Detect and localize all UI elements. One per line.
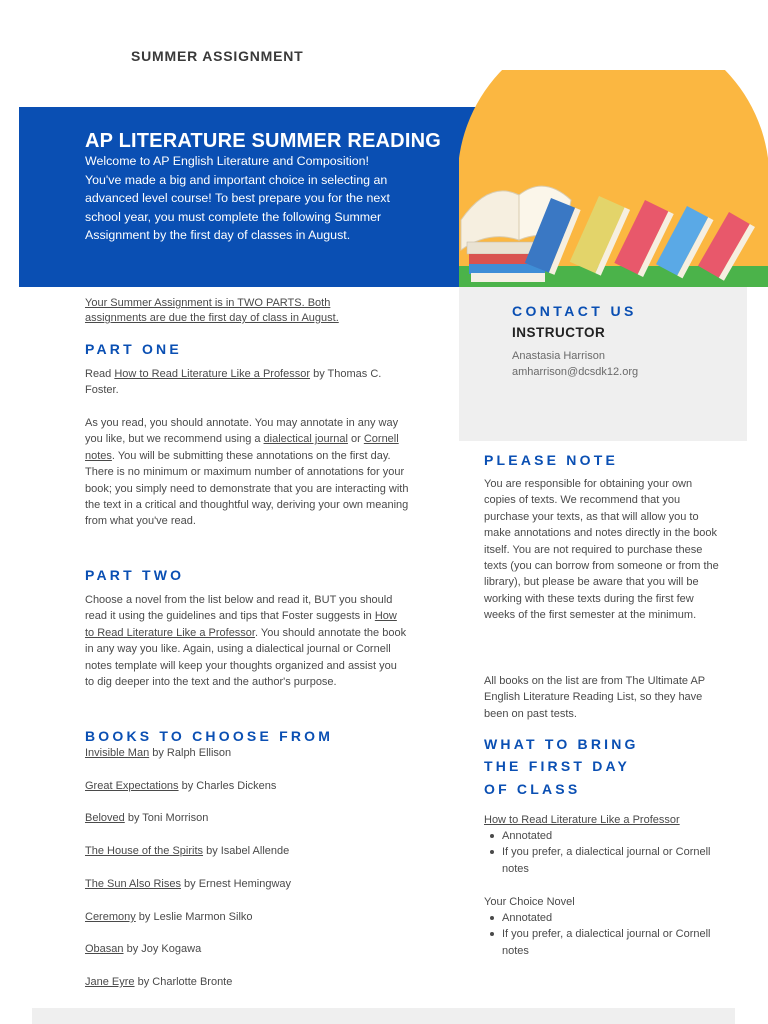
- book-title[interactable]: Jane Eyre: [85, 976, 135, 988]
- bring-heading-line-1: WHAT TO BRING: [484, 736, 639, 752]
- cornell-notes-link[interactable]: Cornell notes: [85, 433, 399, 462]
- read-suffix: by Thomas C. Foster.: [85, 368, 382, 397]
- part-one-read-text: [85, 366, 411, 399]
- page-title: AP LITERATURE SUMMER READING: [85, 130, 441, 152]
- list-item: Annotated: [484, 828, 724, 844]
- bring-heading-line-3: OF CLASS: [484, 781, 581, 797]
- book-author: by Joy Kogawa: [123, 943, 202, 955]
- book-author: by Charlotte Bronte: [134, 976, 233, 988]
- bring-group-2-list: [484, 910, 724, 959]
- bring-group-2-title: Your Choice Novel: [484, 896, 575, 908]
- book-author: by Isabel Allende: [203, 845, 290, 857]
- list-item: [85, 943, 201, 955]
- footer-bar: [32, 1008, 735, 1024]
- please-note-heading: PLEASE NOTE: [484, 452, 618, 468]
- book-author: by Toni Morrison: [124, 812, 209, 824]
- list-item: [85, 976, 232, 988]
- list-item: [85, 812, 208, 824]
- overview-line-2: assignments are due the first day of class in August.: [85, 312, 339, 324]
- part-two-heading: PART TWO: [85, 567, 185, 583]
- part-two-professor-link[interactable]: How to Read Literature Like a Professor: [85, 610, 397, 639]
- annotate-or: or: [347, 433, 364, 446]
- books-stack-image: [459, 70, 768, 287]
- list-item: Annotated: [484, 910, 724, 926]
- part-two-text-b: . You should annotate the book in any way you like. Again, using a dialectical journal or Cornell notes template will keep your thoughts organized and assist you to dig deeper into the text and the author's purpose.: [85, 626, 407, 689]
- annotate-text-b: . You will be submitting these annotations on the first day. There is no minimum or maximum number of annotations for your book; you simply need to demonstrate that you are interacting with the text in a critical and thoughtful way, deriving your own meaning from what you've read.: [85, 449, 409, 528]
- book-author: by Leslie Marmon Silko: [135, 911, 253, 923]
- book-author: by Ernest Hemingway: [181, 878, 292, 890]
- document-label: SUMMER ASSIGNMENT: [131, 48, 304, 64]
- list-item: [85, 911, 253, 923]
- bring-heading-line-2: THE FIRST DAY: [484, 758, 631, 774]
- contact-email[interactable]: amharrison@dcsdk12.org: [512, 366, 639, 378]
- part-two-text-a: Choose a novel from the list below and read it, BUT you should read it using the guidelines and tips that Foster suggests in: [85, 594, 393, 623]
- please-note-para-2: All books on the list are from The Ultimate AP English Literature Reading List, so they have been on past tests.: [484, 675, 705, 720]
- list-item: [85, 878, 291, 890]
- professor-book-link[interactable]: How to Read Literature Like a Professor: [114, 368, 311, 380]
- book-title[interactable]: Ceremony: [85, 911, 136, 923]
- list-item: [85, 747, 231, 759]
- overview-line-1: Your Summer Assignment is in TWO PARTS. Both: [85, 297, 331, 309]
- book-title[interactable]: The House of the Spirits: [85, 845, 204, 857]
- list-item: [85, 780, 276, 792]
- dialectical-journal-link[interactable]: dialectical journal: [263, 433, 348, 446]
- book-title[interactable]: The Sun Also Rises: [85, 878, 181, 890]
- book-author: by Charles Dickens: [178, 780, 277, 792]
- contact-heading: CONTACT US: [512, 303, 637, 319]
- list-item: If you prefer, a dialectical journal or Cornell notes: [484, 926, 724, 959]
- bring-group-1-title[interactable]: How to Read Literature Like a Professor: [484, 814, 680, 826]
- hero-intro-text: Welcome to AP English Literature and Composition! You've made a big and important choice in selecting an advanced level course! To best prepare you for the next school year, you must complete the following Summer Assignment by the first day of classes in August.: [85, 154, 390, 243]
- read-prefix: Read: [85, 368, 115, 380]
- part-one-heading: PART ONE: [85, 341, 182, 357]
- please-note-para-1: You are responsible for obtaining your own copies of texts. We recommend that you purchase your texts, as that will allow you to make annotations and notes directly in the book itself. You are not required to purchase these texts (you can borrow from someone or from the library), but please be aware that you will be working with these texts during the first few weeks of the first semester at the minimum.: [484, 478, 719, 622]
- bring-group-1-list: [484, 828, 724, 877]
- part-two-text: [85, 592, 407, 690]
- list-item: If you prefer, a dialectical journal or Cornell notes: [484, 844, 724, 877]
- book-author: by Ralph Ellison: [149, 747, 232, 759]
- book-title[interactable]: Invisible Man: [85, 747, 150, 759]
- contact-role: INSTRUCTOR: [512, 325, 606, 340]
- list-item: [85, 845, 289, 857]
- book-title[interactable]: Great Expectations: [85, 780, 179, 792]
- contact-name: Anastasia Harrison: [512, 350, 605, 362]
- annotate-text-a: As you read, you should annotate. You may annotate in any way you like, but we recommend using a: [85, 417, 399, 446]
- part-one-annotate-text: [85, 415, 411, 530]
- book-title[interactable]: Obasan: [85, 943, 124, 955]
- book-title[interactable]: Beloved: [85, 812, 125, 824]
- books-heading: BOOKS TO CHOOSE FROM: [85, 728, 334, 744]
